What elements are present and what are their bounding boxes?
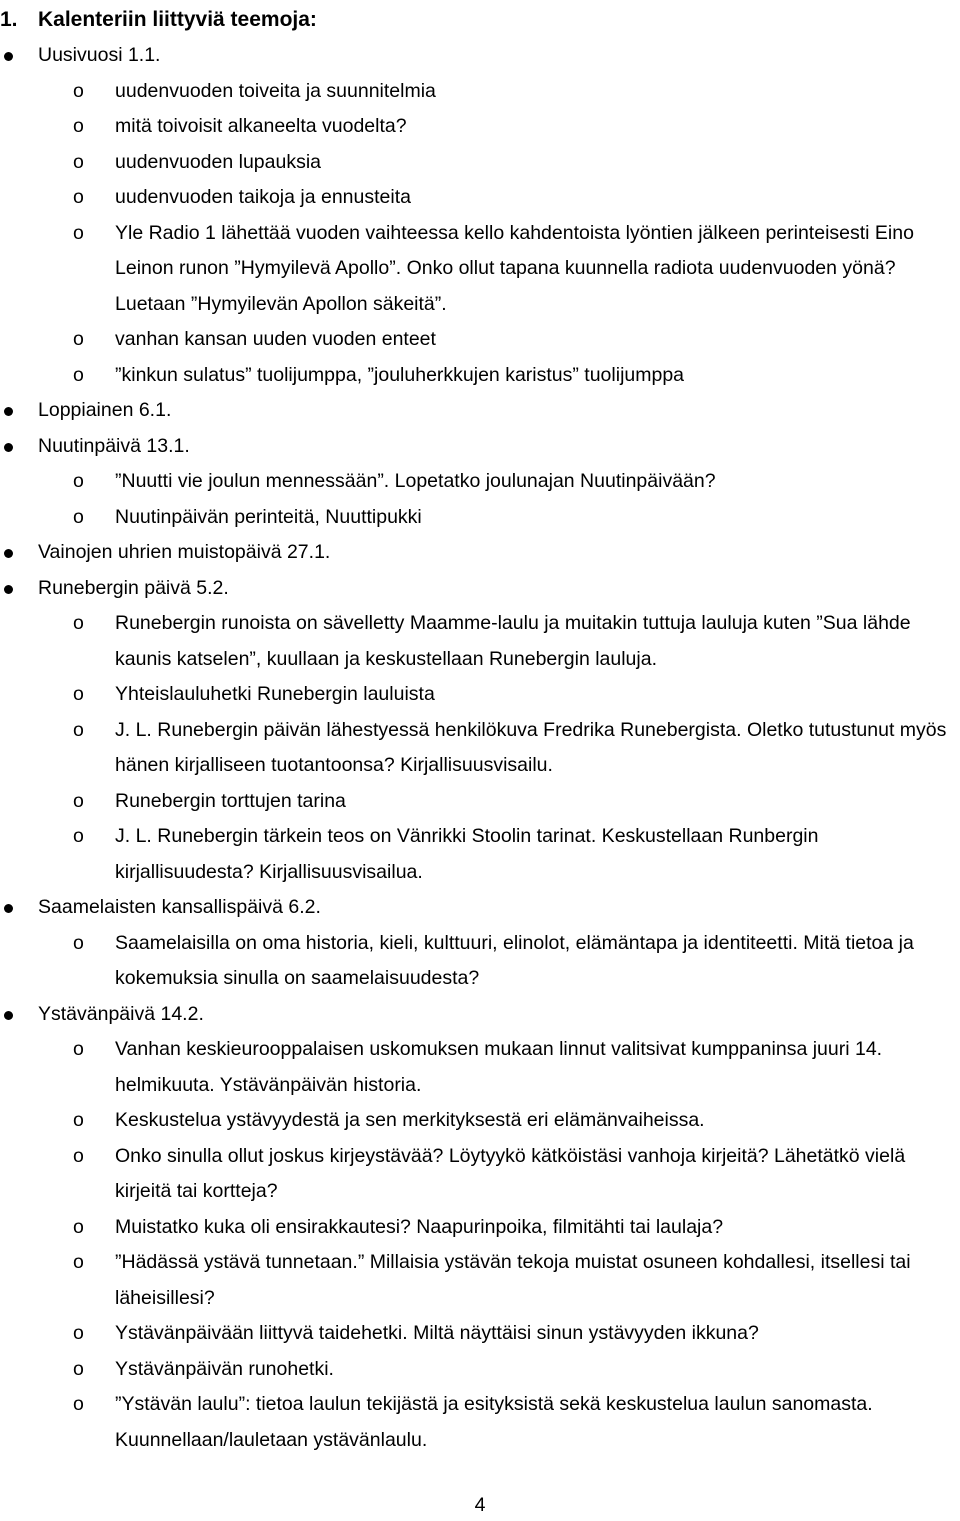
bullet-circle-icon: o (73, 1109, 84, 1131)
sub-item (0, 1139, 960, 1210)
sub-item-text: Ystävänpäivän runohetki. (115, 1357, 334, 1380)
bullet-circle-icon: o (73, 221, 84, 244)
section-heading (0, 2, 960, 38)
theme-item (0, 571, 960, 607)
theme-title: Runebergin päivä 5.2. (38, 576, 229, 599)
sub-item-text: Nuutinpäivän perinteitä, Nuuttipukki (115, 505, 422, 528)
sub-item (0, 1032, 960, 1103)
theme-title: Loppiainen 6.1. (38, 399, 172, 421)
sub-item-text: ”Hädässä ystävä tunnetaan.” Millaisia ystävän tekoja muistat osuneen kohdallesi, itsellesi tai läheisillesi? (115, 1251, 911, 1309)
bullet-dot-icon (4, 52, 13, 61)
theme-item (0, 890, 960, 926)
bullet-circle-icon: o (73, 789, 84, 812)
theme-item (0, 393, 960, 429)
bullet-circle-icon: o (73, 683, 84, 705)
sub-item (0, 677, 960, 713)
bullet-circle-icon: o (73, 505, 84, 528)
sub-item-text: uudenvuoden lupauksia (115, 150, 322, 173)
bullet-circle-icon: o (73, 363, 84, 386)
sub-item-text: uudenvuoden toiveita ja suunnitelmia (115, 79, 436, 102)
bullet-circle-icon: o (73, 79, 84, 102)
sub-item (0, 1352, 960, 1388)
sub-item-text: mitä toivoisit alkaneelta vuodelta? (115, 115, 407, 137)
theme-title: Nuutinpäivä 13.1. (38, 434, 190, 457)
bullet-circle-icon: o (73, 1144, 84, 1167)
sub-item (0, 784, 960, 820)
bullet-circle-icon: o (73, 1357, 84, 1380)
bullet-circle-icon: o (73, 470, 84, 492)
sub-item-text: J. L. Runebergin päivän lähestyessä henkilökuva Fredrika Runebergista. Oletko tutustunut myös hänen kirjalliseen tuotantoonsa? Kirjallisuusvisailu. (115, 718, 947, 776)
sub-item (0, 180, 960, 216)
sub-item-text: uudenvuoden taikoja ja ennusteita (115, 186, 411, 208)
bullet-circle-icon: o (73, 186, 84, 208)
bullet-dot-icon (4, 904, 13, 913)
sub-item-text: Onko sinulla ollut joskus kirjeystävää? Löytyykö kätköistäsi vanhoja kirjeitä? Lähetätkö vielä kirjeitä tai kortteja? (115, 1144, 906, 1202)
sub-item (0, 1103, 960, 1139)
sub-item-text: Runebergin torttujen tarina (115, 789, 346, 812)
sub-item (0, 74, 960, 110)
sub-item-text: vanhan kansan uuden vuoden enteet (115, 328, 436, 350)
heading-number: 1. (0, 8, 18, 31)
sub-item (0, 216, 960, 323)
bullet-dot-icon (4, 1011, 13, 1020)
sub-item-text: Keskustelua ystävyydestä ja sen merkityksestä eri elämänvaiheissa. (115, 1109, 705, 1131)
theme-item (0, 429, 960, 465)
theme-title: Ystävänpäivä 14.2. (38, 1002, 204, 1025)
bullet-circle-icon: o (73, 115, 84, 137)
sub-item-text: J. L. Runebergin tärkein teos on Vänrikki Stoolin tarinat. Keskustellaan Runbergin kirjallisuudesta? Kirjallisuusvisailua. (115, 825, 819, 883)
sub-item-text: Runebergin runoista on sävelletty Maamme-laulu ja muitakin tuttuja lauluja kuten ”Sua lähde kaunis katselen”, kuullaan ja keskustellaan Runebergin lauluja. (115, 612, 911, 670)
sub-item (0, 1387, 960, 1458)
bullet-dot-icon (4, 585, 13, 594)
sub-item-text: Muistatko kuka oli ensirakkautesi? Naapurinpoika, filmitähti tai laulaja? (115, 1215, 724, 1238)
sub-item-text: ”Ystävän laulu”: tietoa laulun tekijästä ja esityksistä sekä keskustelua laulun sanomasta. Kuunnellaan/lauletaan ystävänlaulu. (115, 1393, 873, 1451)
bullet-circle-icon: o (73, 1038, 84, 1060)
bullet-circle-icon: o (73, 1322, 84, 1344)
sub-item-text: Ystävänpäivään liittyvä taidehetki. Miltä näyttäisi sinun ystävyyden ikkuna? (115, 1322, 759, 1344)
sub-item-text: Yle Radio 1 lähettää vuoden vaihteessa kello kahdentoista lyöntien jälkeen perinteisesti Eino Leinon runon ”Hymyilevä Apollo”. Onko ollut tapana kuunnella radiota uudenvuoden yönä? Luetaan ”Hymyilevän Apollon säkeitä”. (115, 221, 914, 315)
sub-item (0, 1245, 960, 1316)
sub-item (0, 1210, 960, 1246)
sub-item (0, 464, 960, 500)
sub-item-text: ”kinkun sulatus” tuolijumppa, ”jouluherkkujen karistus” tuolijumppa (115, 363, 685, 386)
theme-item (0, 38, 960, 74)
sub-item (0, 358, 960, 394)
sub-item-text: ”Nuutti vie joulun mennessään”. Lopetatko joulunajan Nuutinpäivään? (115, 470, 716, 492)
bullet-circle-icon: o (73, 328, 84, 350)
bullet-circle-icon: o (73, 150, 84, 173)
bullet-circle-icon: o (73, 931, 84, 954)
sub-item-text: Yhteislauluhetki Runebergin lauluista (115, 683, 435, 705)
bullet-circle-icon: o (73, 718, 84, 741)
sub-item (0, 926, 960, 997)
sub-item (0, 322, 960, 358)
sub-item (0, 145, 960, 181)
theme-item (0, 997, 960, 1033)
bullet-circle-icon: o (73, 1251, 84, 1273)
sub-item (0, 713, 960, 784)
heading-title: Kalenteriin liittyviä teemoja: (38, 8, 317, 31)
sub-item (0, 500, 960, 536)
theme-item (0, 535, 960, 571)
bullet-circle-icon: o (73, 612, 84, 634)
theme-title: Saamelaisten kansallispäivä 6.2. (38, 896, 321, 918)
sub-item (0, 819, 960, 890)
page-number: 4 (474, 1494, 486, 1516)
sub-item-text: Vanhan keskieurooppalaisen uskomuksen mukaan linnut valitsivat kumppaninsa juuri 14. helmikuuta. Ystävänpäivän historia. (115, 1038, 883, 1096)
theme-title: Uusivuosi 1.1. (38, 44, 161, 66)
sub-item (0, 109, 960, 145)
sub-item-text: Saamelaisilla on oma historia, kieli, kulttuuri, elinolot, elämäntapa ja identiteetti. Mitä tietoa ja kokemuksia sinulla on saamelaisuudesta? (115, 931, 914, 989)
bullet-dot-icon (4, 549, 13, 558)
theme-list (0, 38, 960, 1458)
bullet-circle-icon: o (73, 1215, 84, 1238)
sub-item (0, 1316, 960, 1352)
bullet-circle-icon: o (73, 1393, 84, 1415)
bullet-circle-icon: o (73, 825, 84, 847)
sub-item (0, 606, 960, 677)
bullet-dot-icon (4, 407, 13, 416)
bullet-dot-icon (4, 443, 13, 452)
theme-title: Vainojen uhrien muistopäivä 27.1. (38, 541, 331, 563)
